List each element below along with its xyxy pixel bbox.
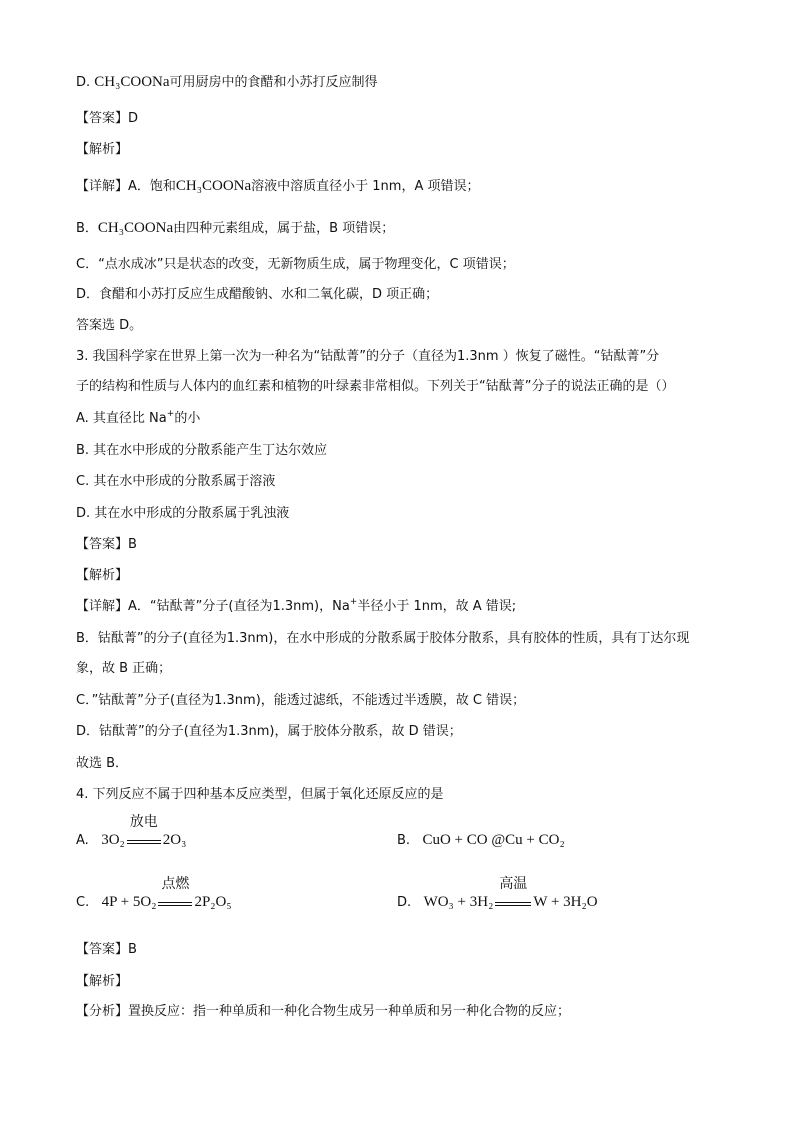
q3-detail-b-line2: 象，故 B 正确； (76, 661, 172, 676)
q2-answer (76, 110, 138, 128)
q4-option-b: B. CuO + CO @Cu + CO₂ (397, 832, 565, 848)
q4-stem: 4. 下列反应不属于四种基本反应类型，但属于氧化还原反应的是 (76, 787, 444, 802)
q3-stem-line2: 子的结构和性质与人体内的血红素和植物的叶绿素非常相似。下列关于“钴酞菁”分子的说法正确的是（） (76, 379, 675, 394)
reaction-arrow: 高温 (495, 893, 531, 906)
q3-analysis-tag: 【解析】 (76, 568, 129, 583)
formula: CH₃COONa (94, 74, 170, 90)
q2-detail-b: B．CH₃COONa由四种元素组成，属于盐，B 项错误； (76, 220, 395, 236)
q2-option-d: D. CH₃COONa可用厨房中的食醋和小苏打反应制得 (76, 74, 378, 90)
answer-tag: 【答案】 (76, 111, 129, 126)
q3-option-d: D. 其在水中形成的分散系属于乳浊液 (76, 506, 290, 521)
q4-option-c: C. 4P + 5O₂ 点燃 2P₂O₅ (76, 876, 232, 910)
q3-detail-a: 【详解】A．“钴酞菁”分子(直径为1.3nm)，Na+半径小于 1nm，故 A 错误; (76, 597, 517, 614)
q2-conclusion: 答案选 D。 (76, 318, 143, 333)
reaction-arrow: 放电 (127, 831, 161, 844)
q2-detail-c: C．“点水成冰”只是状态的改变，无新物质生成，属于物理变化，C 项错误； (76, 257, 515, 272)
q4-option-d: D. WO₃ + 3H₂ 高温 W + 3H₂O (397, 876, 598, 910)
q2-detail-a: 【详解】A．饱和CH₃COONa溶液中溶质直径小于 1nm，A 项错误； (76, 178, 480, 194)
q3-detail-b-line1: B．钴酞菁”的分子(直径为1.3nm)，在水中形成的分散系属于胶体分散系，具有胶体的性质，具有丁达尔现 (76, 631, 690, 646)
q3-detail-c: C．”钴酞菁”分子(直径为1.3nm)，能透过滤纸，不能透过半透膜，故 C 错误； (76, 693, 526, 708)
q4-analysis-tag: 【解析】 (76, 974, 129, 989)
q3-option-c: C. 其在水中形成的分散系属于溶液 (76, 474, 276, 489)
q3-answer: 【答案】B (76, 537, 137, 552)
q3-conclusion: 故选 B． (76, 756, 129, 771)
q2-detail-d: D．食醋和小苏打反应生成醋酸钠、水和二氧化碳，D 项正确； (76, 287, 439, 302)
answer-value: D (128, 111, 139, 126)
q3-detail-d: D．钴酞菁”的分子(直径为1.3nm)，属于胶体分散系，故 D 错误； (76, 724, 462, 739)
q4-option-a: A. 3O₂ 放电 2O₃ (76, 814, 187, 848)
q2-analysis-tag: 【解析】 (76, 142, 129, 157)
q3-stem-line1: 3. 我国科学家在世界上第一次为一种名为“钴酞菁”的分子（直径为1.3nm ）恢复了磁性。“钴酞菁”分 (76, 349, 660, 364)
q3-option-a: A. 其直径比 Na+的小 (76, 409, 201, 426)
q4-fenxi: 【分析】置换反应：指一种单质和一种化合物生成另一种单质和另一种化合物的反应； (76, 1004, 571, 1019)
reaction-arrow: 点燃 (158, 893, 192, 906)
q4-answer: 【答案】B (76, 942, 137, 957)
q3-option-b: B. 其在水中形成的分散系能产生丁达尔效应 (76, 443, 328, 458)
